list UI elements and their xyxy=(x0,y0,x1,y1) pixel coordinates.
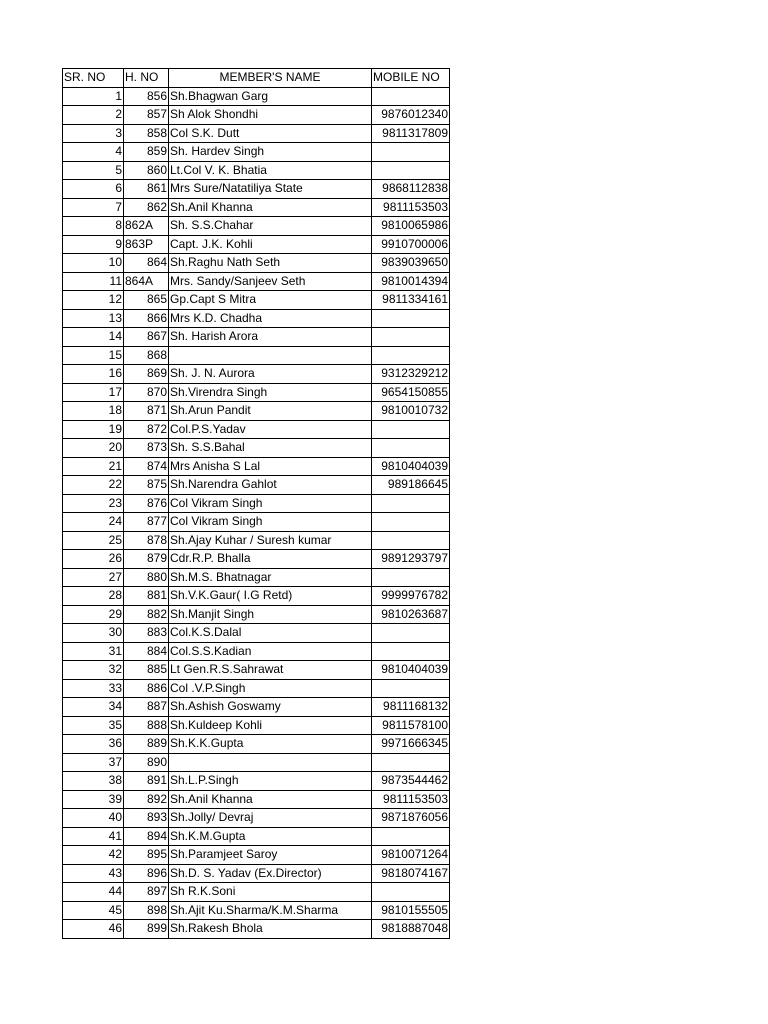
mobile-no-cell: 9811317809 xyxy=(372,124,450,143)
table-row xyxy=(63,772,450,791)
sr-no-cell: 10 xyxy=(63,254,124,273)
mobile-no-cell: 9811153503 xyxy=(372,790,450,809)
members-table xyxy=(62,68,450,939)
member-name-cell: Sh.Bhagwan Garg xyxy=(169,87,372,106)
house-no-cell: 884 xyxy=(124,642,169,661)
house-no-cell: 870 xyxy=(124,383,169,402)
house-no-cell: 856 xyxy=(124,87,169,106)
member-name-cell: Sh.Kuldeep Kohli xyxy=(169,716,372,735)
sr-no-cell: 32 xyxy=(63,661,124,680)
mobile-no-cell xyxy=(372,439,450,458)
sr-no-cell: 5 xyxy=(63,161,124,180)
mobile-no-cell xyxy=(372,642,450,661)
member-name-cell: Mrs. Sandy/Sanjeev Seth xyxy=(169,272,372,291)
mobile-no-cell: 9873544462 xyxy=(372,772,450,791)
house-no-cell: 863P xyxy=(124,235,169,254)
member-name-cell: Sh.V.K.Gaur( I.G Retd) xyxy=(169,587,372,606)
table-row xyxy=(63,87,450,106)
member-name-cell xyxy=(169,346,372,365)
table-row xyxy=(63,920,450,939)
member-name-cell: Col.P.S.Yadav xyxy=(169,420,372,439)
member-name-cell: Sh. Hardev Singh xyxy=(169,143,372,162)
house-no-cell: 894 xyxy=(124,827,169,846)
member-name-cell: Col Vikram Singh xyxy=(169,494,372,513)
house-no-cell: 878 xyxy=(124,531,169,550)
table-row xyxy=(63,716,450,735)
mobile-no-cell xyxy=(372,513,450,532)
mobile-no-cell: 9810404039 xyxy=(372,457,450,476)
house-no-cell: 866 xyxy=(124,309,169,328)
table-row xyxy=(63,679,450,698)
house-no-cell: 872 xyxy=(124,420,169,439)
mobile-no-cell xyxy=(372,309,450,328)
table-row xyxy=(63,864,450,883)
table-row xyxy=(63,291,450,310)
sr-no-cell: 42 xyxy=(63,846,124,865)
mobile-no-cell: 9999976782 xyxy=(372,587,450,606)
member-name-cell: Sh.K.K.Gupta xyxy=(169,735,372,754)
sr-no-cell: 4 xyxy=(63,143,124,162)
mobile-no-cell xyxy=(372,328,450,347)
table-row xyxy=(63,531,450,550)
house-no-cell: 868 xyxy=(124,346,169,365)
member-name-cell: Sh.Virendra Singh xyxy=(169,383,372,402)
table-row xyxy=(63,124,450,143)
table-row xyxy=(63,272,450,291)
mobile-no-cell: 9811578100 xyxy=(372,716,450,735)
sr-no-cell: 2 xyxy=(63,106,124,125)
mobile-no-cell: 9839039650 xyxy=(372,254,450,273)
sr-no-cell: 12 xyxy=(63,291,124,310)
house-no-cell: 898 xyxy=(124,901,169,920)
table-row xyxy=(63,365,450,384)
mobile-no-cell: 9810263687 xyxy=(372,605,450,624)
house-no-cell: 891 xyxy=(124,772,169,791)
table-row xyxy=(63,383,450,402)
sr-no-cell: 33 xyxy=(63,679,124,698)
member-name-cell: Lt.Col V. K. Bhatia xyxy=(169,161,372,180)
sr-no-cell: 13 xyxy=(63,309,124,328)
header-row xyxy=(63,69,450,88)
member-name-cell: Mrs Anisha S Lal xyxy=(169,457,372,476)
house-no-cell: 862 xyxy=(124,198,169,217)
mobile-no-cell xyxy=(372,143,450,162)
member-name-cell: Sh.Raghu Nath Seth xyxy=(169,254,372,273)
house-no-cell: 899 xyxy=(124,920,169,939)
house-no-cell: 874 xyxy=(124,457,169,476)
member-name-cell: Col.K.S.Dalal xyxy=(169,624,372,643)
table-row xyxy=(63,753,450,772)
mobile-no-cell xyxy=(372,883,450,902)
table-body xyxy=(63,87,450,938)
sr-no-cell: 34 xyxy=(63,698,124,717)
table-row xyxy=(63,550,450,569)
table-row xyxy=(63,346,450,365)
mobile-no-cell: 9971666345 xyxy=(372,735,450,754)
house-no-cell: 873 xyxy=(124,439,169,458)
table-row xyxy=(63,439,450,458)
sr-no-cell: 3 xyxy=(63,124,124,143)
sr-no-cell: 43 xyxy=(63,864,124,883)
sr-no-cell: 28 xyxy=(63,587,124,606)
house-no-cell: 857 xyxy=(124,106,169,125)
member-name-cell: Cdr.R.P. Bhalla xyxy=(169,550,372,569)
member-name-cell: Sh Alok Shondhi xyxy=(169,106,372,125)
house-no-cell: 888 xyxy=(124,716,169,735)
sr-no-cell: 37 xyxy=(63,753,124,772)
sr-no-cell: 18 xyxy=(63,402,124,421)
sr-no-cell: 30 xyxy=(63,624,124,643)
sr-no-cell: 22 xyxy=(63,476,124,495)
header-mobile-no: MOBILE NO xyxy=(372,69,450,88)
mobile-no-cell: 9811153503 xyxy=(372,198,450,217)
mobile-no-cell xyxy=(372,346,450,365)
member-name-cell: Col Vikram Singh xyxy=(169,513,372,532)
table-row xyxy=(63,235,450,254)
mobile-no-cell: 9810065986 xyxy=(372,217,450,236)
mobile-no-cell: 9868112838 xyxy=(372,180,450,199)
member-name-cell: Sh.D. S. Yadav (Ex.Director) xyxy=(169,864,372,883)
mobile-no-cell: 9876012340 xyxy=(372,106,450,125)
table-row xyxy=(63,883,450,902)
sr-no-cell: 27 xyxy=(63,568,124,587)
mobile-no-cell: 9810010732 xyxy=(372,402,450,421)
member-name-cell: Sh.Ajay Kuhar / Suresh kumar xyxy=(169,531,372,550)
mobile-no-cell: 9810071264 xyxy=(372,846,450,865)
sr-no-cell: 46 xyxy=(63,920,124,939)
sr-no-cell: 45 xyxy=(63,901,124,920)
member-name-cell: Sh R.K.Soni xyxy=(169,883,372,902)
member-name-cell: Mrs K.D. Chadha xyxy=(169,309,372,328)
house-no-cell: 871 xyxy=(124,402,169,421)
member-name-cell: Sh.Rakesh Bhola xyxy=(169,920,372,939)
sr-no-cell: 14 xyxy=(63,328,124,347)
mobile-no-cell: 9810404039 xyxy=(372,661,450,680)
table-row xyxy=(63,568,450,587)
house-no-cell: 862A xyxy=(124,217,169,236)
table-row xyxy=(63,254,450,273)
house-no-cell: 861 xyxy=(124,180,169,199)
mobile-no-cell: 9871876056 xyxy=(372,809,450,828)
house-no-cell: 886 xyxy=(124,679,169,698)
table-row xyxy=(63,698,450,717)
sr-no-cell: 31 xyxy=(63,642,124,661)
mobile-no-cell: 9811168132 xyxy=(372,698,450,717)
mobile-no-cell xyxy=(372,624,450,643)
table-row xyxy=(63,624,450,643)
member-name-cell: Sh.Anil Khanna xyxy=(169,790,372,809)
member-name-cell: Col.S.S.Kadian xyxy=(169,642,372,661)
house-no-cell: 879 xyxy=(124,550,169,569)
sr-no-cell: 25 xyxy=(63,531,124,550)
sr-no-cell: 36 xyxy=(63,735,124,754)
sr-no-cell: 35 xyxy=(63,716,124,735)
member-name-cell: Col S.K. Dutt xyxy=(169,124,372,143)
table-row xyxy=(63,513,450,532)
table-row xyxy=(63,494,450,513)
house-no-cell: 892 xyxy=(124,790,169,809)
house-no-cell: 876 xyxy=(124,494,169,513)
table-row xyxy=(63,587,450,606)
mobile-no-cell xyxy=(372,531,450,550)
member-name-cell: Capt. J.K. Kohli xyxy=(169,235,372,254)
house-no-cell: 858 xyxy=(124,124,169,143)
table-row xyxy=(63,476,450,495)
table-row xyxy=(63,809,450,828)
mobile-no-cell xyxy=(372,679,450,698)
house-no-cell: 864 xyxy=(124,254,169,273)
sr-no-cell: 8 xyxy=(63,217,124,236)
house-no-cell: 860 xyxy=(124,161,169,180)
table-row xyxy=(63,217,450,236)
mobile-no-cell xyxy=(372,494,450,513)
house-no-cell: 890 xyxy=(124,753,169,772)
member-name-cell: Lt Gen.R.S.Sahrawat xyxy=(169,661,372,680)
mobile-no-cell: 9818887048 xyxy=(372,920,450,939)
table-row xyxy=(63,457,450,476)
member-name-cell: Col .V.P.Singh xyxy=(169,679,372,698)
mobile-no-cell: 9810155505 xyxy=(372,901,450,920)
mobile-no-cell xyxy=(372,420,450,439)
house-no-cell: 896 xyxy=(124,864,169,883)
table-row xyxy=(63,161,450,180)
sr-no-cell: 29 xyxy=(63,605,124,624)
house-no-cell: 877 xyxy=(124,513,169,532)
mobile-no-cell: 9910700006 xyxy=(372,235,450,254)
member-name-cell: Sh. S.S.Chahar xyxy=(169,217,372,236)
house-no-cell: 883 xyxy=(124,624,169,643)
sr-no-cell: 9 xyxy=(63,235,124,254)
house-no-cell: 895 xyxy=(124,846,169,865)
mobile-no-cell xyxy=(372,568,450,587)
member-name-cell: Sh.Manjit Singh xyxy=(169,605,372,624)
mobile-no-cell xyxy=(372,753,450,772)
house-no-cell: 864A xyxy=(124,272,169,291)
table-row xyxy=(63,661,450,680)
table-row xyxy=(63,846,450,865)
sr-no-cell: 19 xyxy=(63,420,124,439)
mobile-no-cell: 9811334161 xyxy=(372,291,450,310)
member-name-cell xyxy=(169,753,372,772)
sr-no-cell: 17 xyxy=(63,383,124,402)
member-name-cell: Sh.M.S. Bhatnagar xyxy=(169,568,372,587)
sr-no-cell: 26 xyxy=(63,550,124,569)
member-name-cell: Sh.Arun Pandit xyxy=(169,402,372,421)
mobile-no-cell xyxy=(372,161,450,180)
table-row xyxy=(63,605,450,624)
member-name-cell: Sh.Ashish Goswamy xyxy=(169,698,372,717)
table-row xyxy=(63,420,450,439)
house-no-cell: 869 xyxy=(124,365,169,384)
house-no-cell: 887 xyxy=(124,698,169,717)
header-house-no: H. NO xyxy=(124,69,169,88)
member-name-cell: Sh.Jolly/ Devraj xyxy=(169,809,372,828)
sr-no-cell: 7 xyxy=(63,198,124,217)
member-name-cell: Sh. J. N. Aurora xyxy=(169,365,372,384)
sr-no-cell: 40 xyxy=(63,809,124,828)
house-no-cell: 859 xyxy=(124,143,169,162)
house-no-cell: 897 xyxy=(124,883,169,902)
sr-no-cell: 20 xyxy=(63,439,124,458)
mobile-no-cell: 9654150855 xyxy=(372,383,450,402)
sr-no-cell: 41 xyxy=(63,827,124,846)
table-row xyxy=(63,309,450,328)
sr-no-cell: 24 xyxy=(63,513,124,532)
mobile-no-cell xyxy=(372,87,450,106)
member-name-cell: Mrs Sure/Natatiliya State xyxy=(169,180,372,199)
header-sr-no: SR. NO xyxy=(63,69,124,88)
mobile-no-cell: 9891293797 xyxy=(372,550,450,569)
table-row xyxy=(63,328,450,347)
member-name-cell: Sh. Harish Arora xyxy=(169,328,372,347)
house-no-cell: 893 xyxy=(124,809,169,828)
sr-no-cell: 6 xyxy=(63,180,124,199)
member-name-cell: Sh.Paramjeet Saroy xyxy=(169,846,372,865)
member-name-cell: Gp.Capt S Mitra xyxy=(169,291,372,310)
table-row xyxy=(63,642,450,661)
house-no-cell: 865 xyxy=(124,291,169,310)
sr-no-cell: 1 xyxy=(63,87,124,106)
table-row xyxy=(63,143,450,162)
table-row xyxy=(63,198,450,217)
sr-no-cell: 11 xyxy=(63,272,124,291)
sr-no-cell: 16 xyxy=(63,365,124,384)
member-name-cell: Sh.Narendra Gahlot xyxy=(169,476,372,495)
mobile-no-cell xyxy=(372,827,450,846)
house-no-cell: 875 xyxy=(124,476,169,495)
member-name-cell: Sh. S.S.Bahal xyxy=(169,439,372,458)
mobile-no-cell: 989186645 xyxy=(372,476,450,495)
table-row xyxy=(63,790,450,809)
member-name-cell: Sh.K.M.Gupta xyxy=(169,827,372,846)
house-no-cell: 889 xyxy=(124,735,169,754)
house-no-cell: 881 xyxy=(124,587,169,606)
header-member-name: MEMBER'S NAME xyxy=(169,69,372,88)
table-row xyxy=(63,735,450,754)
member-name-cell: Sh.L.P.Singh xyxy=(169,772,372,791)
house-no-cell: 867 xyxy=(124,328,169,347)
table-row xyxy=(63,901,450,920)
house-no-cell: 882 xyxy=(124,605,169,624)
table-row xyxy=(63,106,450,125)
mobile-no-cell: 9810014394 xyxy=(372,272,450,291)
sr-no-cell: 15 xyxy=(63,346,124,365)
house-no-cell: 880 xyxy=(124,568,169,587)
sr-no-cell: 44 xyxy=(63,883,124,902)
mobile-no-cell: 9312329212 xyxy=(372,365,450,384)
sr-no-cell: 38 xyxy=(63,772,124,791)
table-row xyxy=(63,827,450,846)
member-name-cell: Sh.Ajit Ku.Sharma/K.M.Sharma xyxy=(169,901,372,920)
table-row xyxy=(63,180,450,199)
house-no-cell: 885 xyxy=(124,661,169,680)
mobile-no-cell: 9818074167 xyxy=(372,864,450,883)
sr-no-cell: 21 xyxy=(63,457,124,476)
sr-no-cell: 39 xyxy=(63,790,124,809)
sr-no-cell: 23 xyxy=(63,494,124,513)
member-name-cell: Sh.Anil Khanna xyxy=(169,198,372,217)
table-row xyxy=(63,402,450,421)
